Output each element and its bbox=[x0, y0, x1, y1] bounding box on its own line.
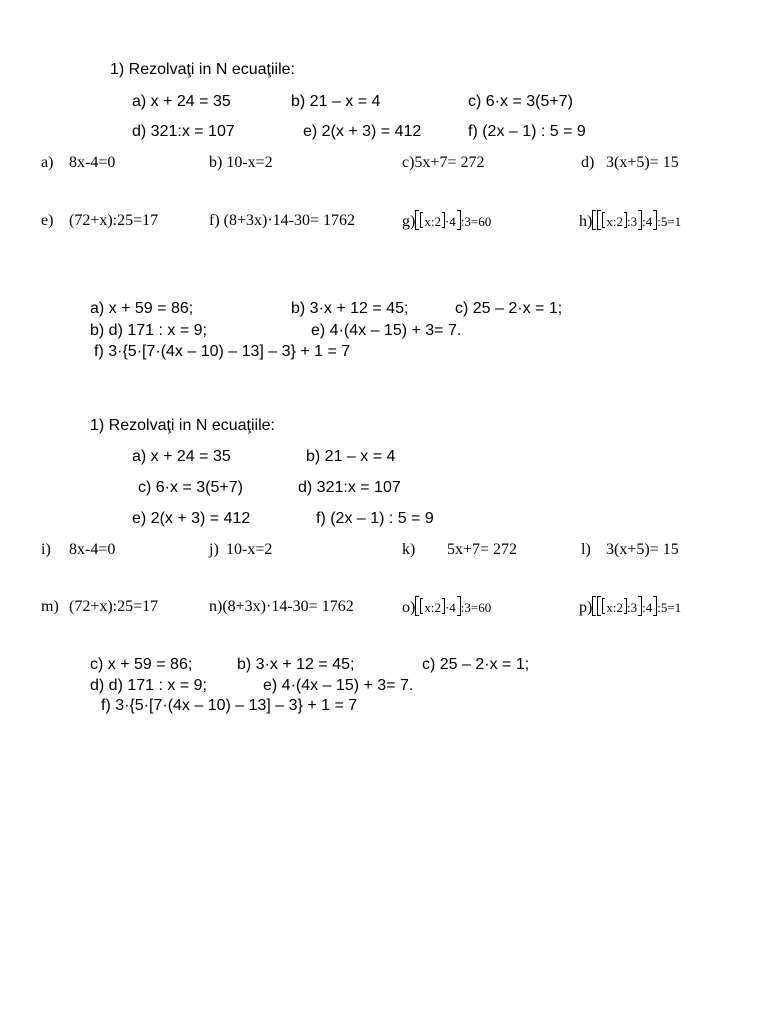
p-inner-2: :3 bbox=[626, 600, 638, 615]
section2-equations-row1 bbox=[0, 446, 768, 468]
section1-list-line3 bbox=[0, 341, 768, 363]
list-item: c) 25 – 2·x = 1; bbox=[455, 300, 563, 317]
h-inner-2: :3 bbox=[626, 214, 638, 229]
o-tail: :3=60 bbox=[460, 600, 492, 615]
label-j: j) bbox=[209, 541, 219, 558]
list-item: a) x + 59 = 86; bbox=[90, 300, 194, 317]
label-p: p) bbox=[579, 599, 593, 616]
section1-list-line1 bbox=[0, 298, 768, 320]
equation-72x: (72+x):25=17 bbox=[69, 212, 159, 229]
g-inner-2: ·4 bbox=[444, 214, 456, 229]
list-item: b) 3·x + 12 = 45; bbox=[291, 300, 409, 317]
label-h: h) bbox=[579, 213, 593, 230]
section2-title: 1) Rezolvaţi in N ecuaţiile: bbox=[90, 417, 275, 434]
equation-e: e) 2(x + 3) = 412 bbox=[132, 510, 251, 527]
h-inner-3: :4 bbox=[642, 214, 653, 229]
bracket-icon bbox=[420, 598, 423, 614]
equation-b: b) 21 – x = 4 bbox=[306, 448, 396, 465]
equation-c: c) 6·x = 3(5+7) bbox=[138, 479, 243, 496]
bracket-icon bbox=[602, 598, 605, 614]
equation-g bbox=[402, 210, 491, 233]
equation-5x: 5x+7= 272 bbox=[447, 541, 518, 558]
g-inner-1: x:2 bbox=[424, 214, 441, 229]
equation-a: a) x + 24 = 35 bbox=[132, 448, 231, 465]
o-inner-2: ·4 bbox=[444, 600, 456, 615]
label-g: g) bbox=[402, 213, 416, 230]
bracket-icon bbox=[592, 596, 596, 616]
label-o: o) bbox=[402, 599, 416, 616]
section1-equations-row2 bbox=[0, 121, 768, 143]
equation-d: d) 321:x = 107 bbox=[298, 479, 401, 496]
h-tail: :5=1 bbox=[657, 214, 682, 229]
label-l: l) bbox=[581, 541, 591, 558]
bracket-icon bbox=[597, 210, 601, 230]
label-e: e) bbox=[41, 212, 54, 229]
list-item: b) 3·x + 12 = 45; bbox=[237, 656, 355, 673]
p-inner-1: x:2 bbox=[606, 600, 623, 615]
section1-serif-row1 bbox=[0, 152, 768, 174]
section2-list-line1 bbox=[0, 654, 768, 676]
equation-c: c) 6·x = 3(5+7) bbox=[468, 93, 573, 110]
h-inner-1: x:2 bbox=[606, 214, 623, 229]
label-d: d) bbox=[581, 154, 595, 171]
section2-list-line3 bbox=[0, 695, 768, 717]
o-inner-1: x:2 bbox=[424, 600, 441, 615]
list-item: f) 3·{5·[7·(4x – 10) – 13] – 3} + 1 = 7 bbox=[101, 697, 358, 714]
section1-list-line2 bbox=[0, 320, 768, 342]
section2-equations-row2 bbox=[0, 477, 768, 499]
equation-5x: c)5x+7= 272 bbox=[402, 154, 485, 171]
equation-a: a) x + 24 = 35 bbox=[132, 93, 231, 110]
equation-8x: 8x-4=0 bbox=[69, 541, 116, 558]
section1-serif-row2 bbox=[0, 210, 768, 232]
section2-serif-row2 bbox=[0, 596, 768, 618]
section1-title: 1) Rezolvaţi in N ecuaţiile: bbox=[110, 61, 295, 78]
bracket-icon bbox=[415, 596, 419, 616]
equation-b: b) 21 – x = 4 bbox=[291, 93, 381, 110]
bracket-icon bbox=[592, 210, 596, 230]
label-i: i) bbox=[41, 541, 51, 558]
p-inner-3: :4 bbox=[642, 600, 653, 615]
equation-d: d) 321:x = 107 bbox=[132, 123, 235, 140]
equation-o bbox=[402, 596, 491, 619]
list-item: c) x + 59 = 86; bbox=[90, 656, 193, 673]
equation-72x: (72+x):25=17 bbox=[69, 598, 159, 615]
equation-p bbox=[579, 596, 681, 619]
section1-title-row bbox=[0, 59, 768, 81]
bracket-icon bbox=[597, 596, 601, 616]
list-item: e) 4·(4x – 15) + 3= 7. bbox=[311, 322, 462, 339]
equation-3x5: 3(x+5)= 15 bbox=[606, 154, 679, 171]
equation-3x5: 3(x+5)= 15 bbox=[606, 541, 679, 558]
list-item: e) 4·(4x – 15) + 3= 7. bbox=[263, 677, 414, 694]
equation-8x: 8x-4=0 bbox=[69, 154, 116, 171]
equation-10x: 10-x=2 bbox=[226, 541, 273, 558]
bracket-icon bbox=[415, 210, 419, 230]
equation-8-3x: f) (8+3x)·14-30= 1762 bbox=[209, 212, 356, 229]
list-item: b) d) 171 : x = 9; bbox=[90, 322, 207, 339]
equation-e: e) 2(x + 3) = 412 bbox=[303, 123, 422, 140]
list-item: f) 3·{5·[7·(4x – 10) – 13] – 3} + 1 = 7 bbox=[94, 343, 351, 360]
list-item: c) 25 – 2·x = 1; bbox=[422, 656, 530, 673]
label-k: k) bbox=[402, 541, 416, 558]
section2-list-line2 bbox=[0, 675, 768, 697]
bracket-icon bbox=[420, 212, 423, 228]
section2-equations-row3 bbox=[0, 508, 768, 530]
label-m: m) bbox=[41, 598, 59, 615]
list-item: d) d) 171 : x = 9; bbox=[90, 677, 207, 694]
equation-10x: b) 10-x=2 bbox=[209, 154, 273, 171]
p-tail: :5=1 bbox=[657, 600, 682, 615]
label-a: a) bbox=[41, 154, 54, 171]
section2-title-row bbox=[0, 415, 768, 437]
section2-serif-row1 bbox=[0, 539, 768, 561]
equation-f: f) (2x – 1) : 5 = 9 bbox=[316, 510, 434, 527]
equation-8-3x: n)(8+3x)·14-30= 1762 bbox=[209, 598, 354, 615]
equation-f: f) (2x – 1) : 5 = 9 bbox=[468, 123, 586, 140]
equation-h bbox=[579, 210, 681, 233]
section1-equations-row1 bbox=[0, 91, 768, 113]
bracket-icon bbox=[602, 212, 605, 228]
g-tail: :3=60 bbox=[460, 214, 492, 229]
